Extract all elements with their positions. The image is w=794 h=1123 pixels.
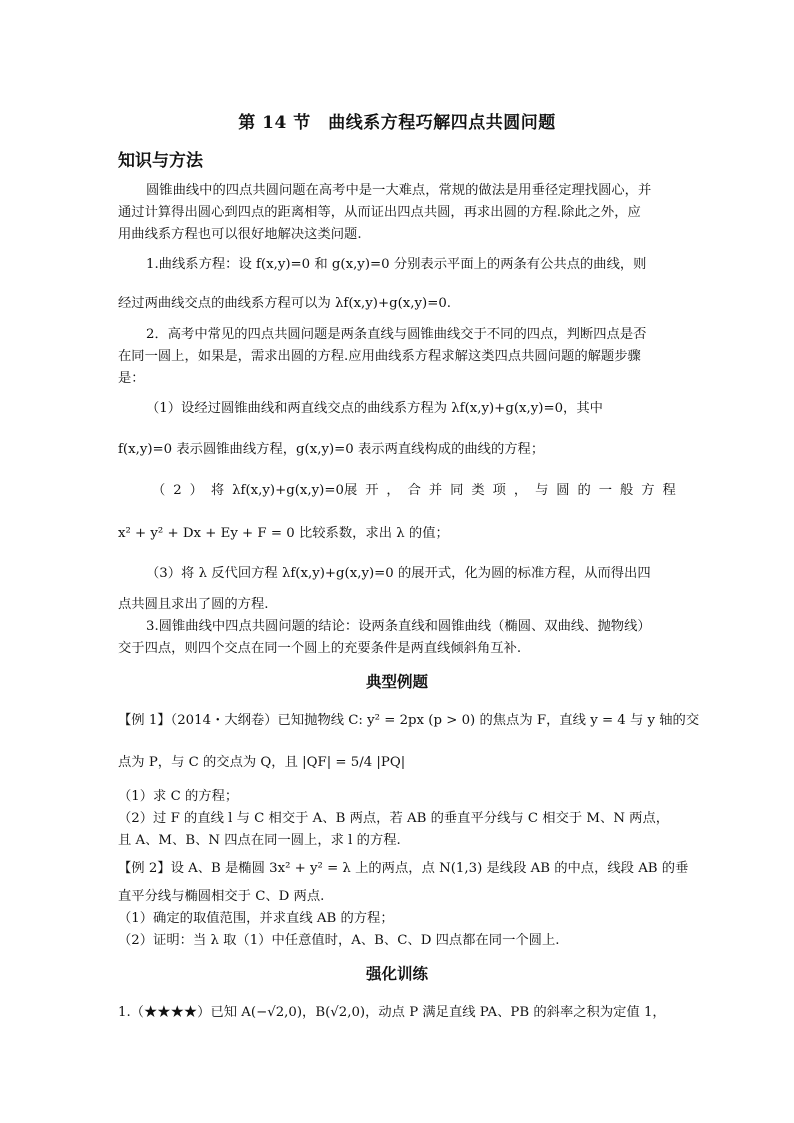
step2-token: 一 bbox=[598, 483, 613, 498]
example2-question-2: （2）证明：当 λ 取（1）中任意值时，A、B、C、D 四点都在同一个圆上. bbox=[118, 933, 560, 948]
intro-line-2: 通过计算得出圆心到四点的距离相等，从而证出四点共圆，再求出圆的方程.除此之外，应 bbox=[118, 205, 641, 220]
step2-token: 圆 bbox=[556, 483, 570, 498]
step1-line-2: f(x,y)=0 表示圆锥曲线方程，g(x,y)=0 表示两直线构成的曲线的方程； bbox=[118, 442, 545, 457]
step2-token: 方 bbox=[641, 483, 655, 498]
point2-line-2: 在同一圆上，如果是，需求出圆的方程.应用曲线系方程求解这类四点共圆问题的解题步骤 bbox=[118, 349, 641, 364]
step2-token: ） bbox=[189, 483, 203, 498]
step2-token: （ bbox=[152, 483, 166, 498]
point3-line-1: 3.圆锥曲线中四点共圆问题的结论：设两条直线和圆锥曲线（椭圆、双曲线、抛物线） bbox=[146, 619, 651, 634]
step2-token: 合 bbox=[407, 483, 421, 498]
example1-question-1: （1）求 C 的方程； bbox=[118, 789, 239, 804]
step2-line-1 bbox=[152, 482, 676, 500]
intro-line-3: 用曲线系方程也可以很好地解决这类问题. bbox=[118, 227, 362, 242]
example2-question-1: （1）确定的取值范围，并求直线 AB 的方程； bbox=[118, 911, 394, 926]
practice1-line-1: 1.（★★★★）已知 A(−√2,0)，B(√2,0)，动点 P 满足直线 PA、PB 的斜率之积为定值 1， bbox=[118, 1005, 666, 1020]
example1-question-2-line-1: （2）过 F 的直线 l 与 C 相交于 A、B 两点，若 AB 的垂直平分线与 C 相交于 M、N 两点， bbox=[118, 811, 670, 826]
step2-token: 的 bbox=[577, 483, 591, 498]
step2-token: 般 bbox=[620, 483, 634, 498]
step2-token: 将 bbox=[210, 483, 225, 498]
example1-question-2-line-2: 且 A、M、B、N 四点在同一圆上，求 l 的方程. bbox=[118, 833, 401, 848]
section-heading-knowledge: 知识与方法 bbox=[118, 151, 203, 171]
point3-line-2: 交于四点，则四个交点在同一个圆上的充要条件是两直线倾斜角互补. bbox=[118, 641, 522, 656]
point1-line-1: 1.曲线系方程：设 f(x,y)=0 和 g(x,y)=0 分别表示平面上的两条有公共点的曲线，则 bbox=[146, 257, 647, 272]
step2-token: ， bbox=[513, 483, 528, 498]
step2-token: λf(x,y)+g(x,y)=0展 bbox=[232, 483, 358, 498]
step2-token: 2 bbox=[173, 483, 182, 498]
step2-token: 开 bbox=[365, 483, 379, 498]
step2-token: 类 bbox=[471, 483, 485, 498]
step2-token: 程 bbox=[662, 483, 676, 498]
example1-line-1: 【例 1】（2014・大纲卷）已知抛物线 C: y² = 2px (p > 0) 的焦点为 F，直线 y = 4 与 y 轴的交 bbox=[118, 713, 700, 728]
step2-token: 并 bbox=[428, 483, 443, 498]
point1-line-2: 经过两曲线交点的曲线系方程可以为 λf(x,y)+g(x,y)=0. bbox=[118, 296, 452, 311]
example2-line-1: 【例 2】设 A、B 是椭圆 3x² + y² = λ 上的两点，点 N(1,3) 是线段 AB 的中点，线段 AB 的垂 bbox=[118, 861, 689, 876]
section-heading-practice: 强化训练 bbox=[365, 964, 428, 983]
step2-token: 与 bbox=[535, 483, 549, 498]
step2-token: ， bbox=[386, 483, 400, 498]
step2-line-2: x² + y² + Dx + Ey + F = 0 比较系数，求出 λ 的值； bbox=[118, 526, 449, 541]
example1-line-2: 点为 P，与 C 的交点为 Q，且 |QF| = 5/4 |PQ| bbox=[118, 755, 406, 770]
step3-line-2: 点共圆且求出了圆的方程. bbox=[118, 597, 269, 612]
point2-line-1: 2．高考中常见的四点共圆问题是两条直线与圆锥曲线交于不同的四点，判断四点是否 bbox=[146, 327, 647, 342]
step1-line-1: （1）设经过圆锥曲线和两直线交点的曲线系方程为 λf(x,y)+g(x,y)=0，其中 bbox=[146, 401, 603, 416]
step3-line-1: （3）将 λ 反代回方程 λf(x,y)+g(x,y)=0 的展开式，化为圆的标准方程，从而得出四 bbox=[146, 566, 651, 581]
step2-token: 同 bbox=[450, 483, 464, 498]
point2-line-3: 是： bbox=[118, 371, 145, 386]
section-heading-examples: 典型例题 bbox=[365, 672, 428, 691]
intro-line-1: 圆锥曲线中的四点共圆问题在高考中是一大难点，常规的做法是用垂径定理找圆心，并 bbox=[146, 183, 652, 198]
step2-token: 项 bbox=[492, 483, 506, 498]
example2-line-2: 直平分线与椭圆相交于 C、D 两点. bbox=[118, 889, 325, 904]
page-title: 第 14 节 曲线系方程巧解四点共圆问题 bbox=[238, 113, 556, 133]
